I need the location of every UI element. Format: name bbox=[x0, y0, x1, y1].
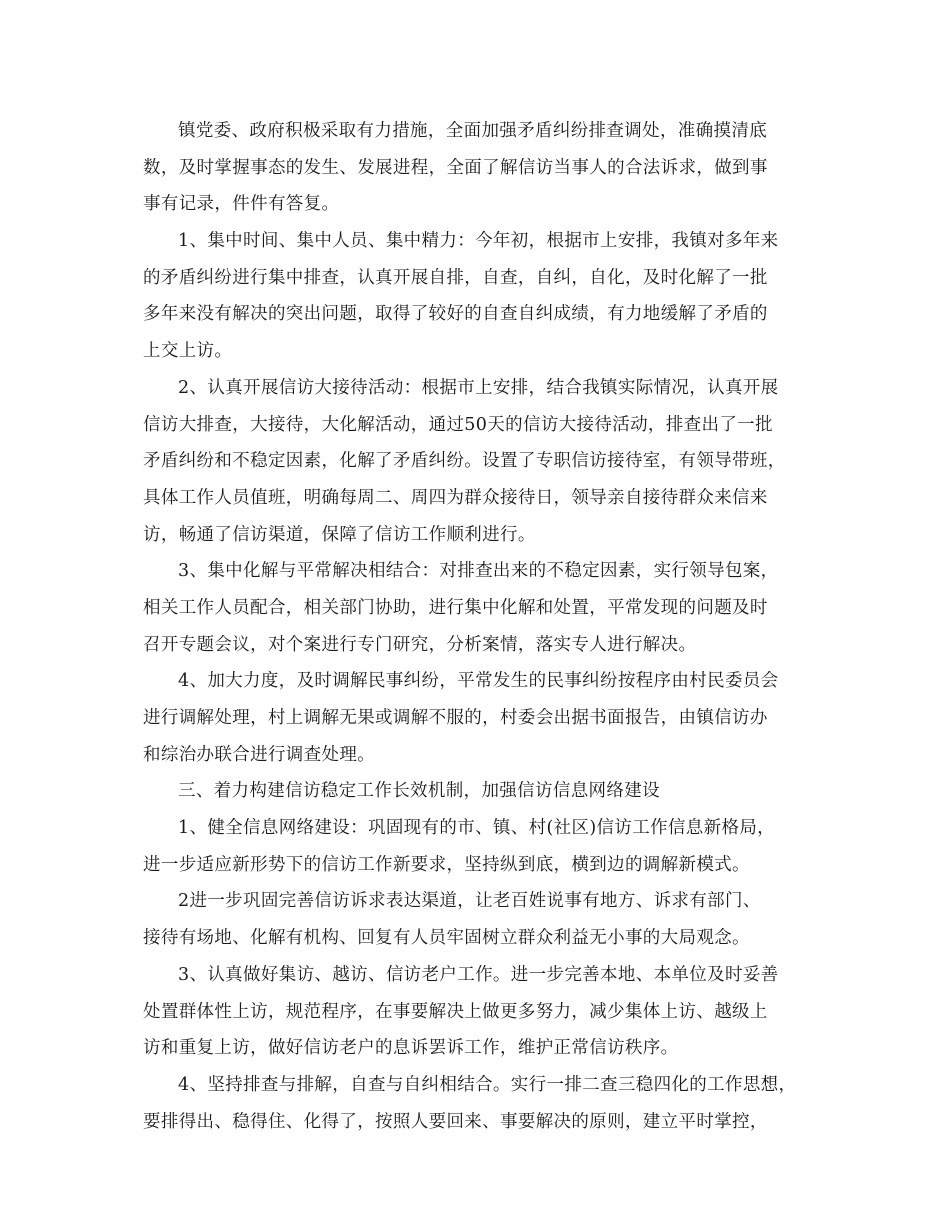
document-line: 3、集中化解与平常解决相结合：对排查出来的不稳定因素，实行领导包案， bbox=[178, 561, 779, 582]
document-body bbox=[143, 113, 833, 1140]
document-line: 事有记录，件件有答复。 bbox=[143, 194, 340, 215]
document-line: 多年来没有解决的突出问题，取得了较好的自查自纠成绩，有力地缓解了矛盾的 bbox=[143, 304, 768, 325]
document-line: 和综治办联合进行调查处理。 bbox=[143, 744, 376, 765]
document-line: 三、着力构建信访稳定工作长效机制，加强信访信息网络建设 bbox=[178, 781, 660, 802]
document-line: 召开专题会议，对个案进行专门研究，分析案情，落实专人进行解决。 bbox=[143, 634, 697, 655]
document-line: 4、加大力度，及时调解民事纠纷，平常发生的民事纠纷按程序由村民委员会 bbox=[178, 671, 779, 692]
document-line: 要排得出、稳得住、化得了，按照人要回来、事要解决的原则，建立平时掌控， bbox=[143, 1111, 768, 1132]
document-line: 上交上访。 bbox=[143, 341, 233, 362]
document-line: 数，及时掌握事态的发生、发展进程，全面了解信访当事人的合法诉求，做到事 bbox=[143, 157, 768, 178]
document-line: 的矛盾纠纷进行集中排查，认真开展自排，自查，自纠，自化，及时化解了一批 bbox=[143, 267, 768, 288]
document-line: 2、认真开展信访大接待活动：根据市上安排，结合我镇实际情况，认真开展 bbox=[178, 377, 779, 398]
document-line: 处置群体性上访，规范程序，在事要解决上做更多努力，减少集体上访、越级上 bbox=[143, 1001, 768, 1022]
document-line: 访和重复上访，做好信访老户的息诉罢诉工作，维护正常信访秩序。 bbox=[143, 1038, 679, 1059]
document-line: 接待有场地、化解有机构、回复有人员牢固树立群众利益无小事的大局观念。 bbox=[143, 928, 750, 949]
document-line: 1、健全信息网络建设：巩固现有的市、镇、村(社区)信访工作信息新格局， bbox=[178, 818, 776, 839]
document-line: 3、认真做好集访、越访、信访老户工作。进一步完善本地、本单位及时妥善 bbox=[178, 964, 779, 985]
document-line: 进一步适应新形势下的信访工作新要求，坚持纵到底，横到边的调解新模式。 bbox=[143, 854, 750, 875]
document-line: 具体工作人员值班，明确每周二、周四为群众接待日，领导亲自接待群众来信来 bbox=[143, 487, 768, 508]
document-line: 2进一步巩固完善信访诉求表达渠道，让老百姓说事有地方、诉求有部门、 bbox=[178, 891, 761, 912]
document-line: 1、集中时间、集中人员、集中精力：今年初，根据市上安排，我镇对多年来 bbox=[178, 231, 779, 252]
document-line: 镇党委、政府积极采取有力措施，全面加强矛盾纠纷排查调处，准确摸清底 bbox=[178, 121, 768, 141]
document-line: 进行调解处理，村上调解无果或调解不服的，村委会出据书面报告，由镇信访办 bbox=[143, 708, 768, 728]
document-line: 访，畅通了信访渠道，保障了信访工作顺利进行。 bbox=[143, 524, 536, 545]
document-line: 相关工作人员配合，相关部门协助，进行集中化解和处置，平常发现的问题及时 bbox=[143, 597, 768, 618]
document-line: 信访大排查，大接待，大化解活动，通过50天的信访大接待活动，排查出了一批 bbox=[143, 414, 773, 435]
document-line: 矛盾纠纷和不稳定因素，化解了矛盾纠纷。设置了专职信访接待室，有领导带班， bbox=[143, 451, 786, 472]
document-line: 4、坚持排查与排解，自查与自纠相结合。实行一排二查三稳四化的工作思想， bbox=[178, 1074, 797, 1095]
